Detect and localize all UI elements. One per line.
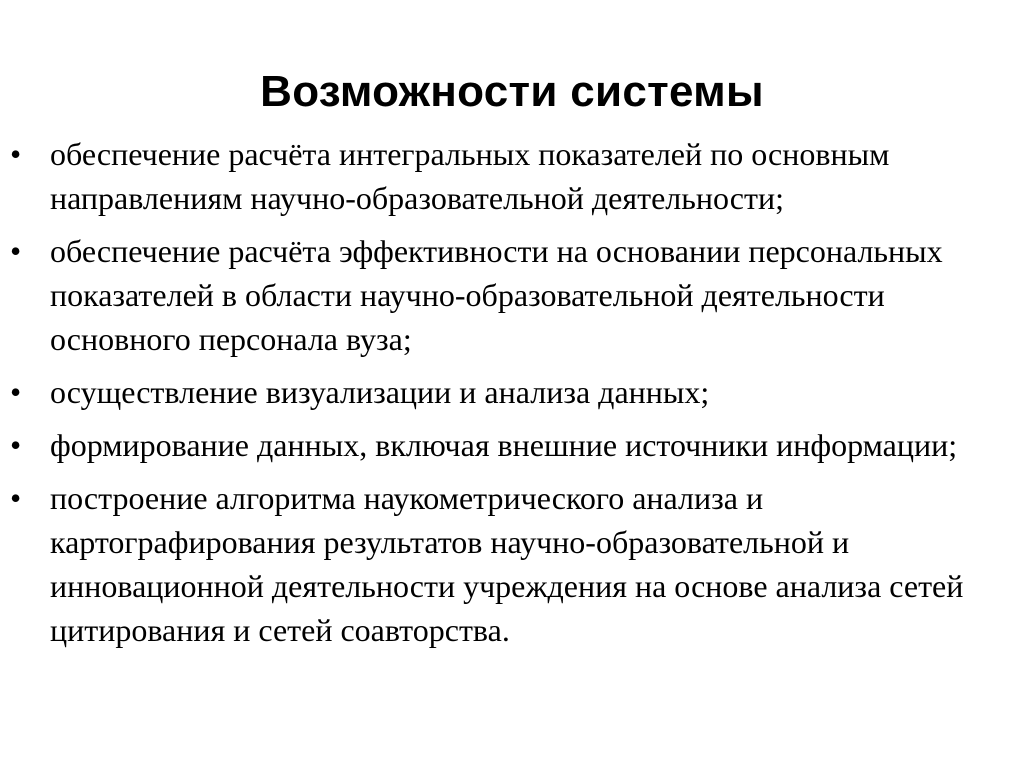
- bullet-text: построение алгоритма наукометрического анализа и картографирования результатов научно-образовательной и инновационной деятельности учреждения на основе анализа сетей цитирования и сетей соавторства.: [50, 480, 964, 648]
- bullet-item: [8, 423, 1018, 467]
- bullet-text: обеспечение расчёта эффективности на основании персональных показателей в области научно-образовательной деятельности основного персонала вуза;: [50, 233, 943, 357]
- bullet-item: [8, 132, 1018, 220]
- bullet-item: [8, 370, 1018, 414]
- slide-title: Возможности системы: [260, 67, 764, 116]
- bullet-icon: •: [10, 427, 22, 463]
- bullet-text: формирование данных, включая внешние источники информации;: [50, 427, 958, 463]
- bullet-item: [8, 229, 1018, 361]
- bullet-icon: •: [10, 480, 22, 516]
- bullet-item: [8, 476, 1018, 652]
- bullet-icon: •: [10, 136, 22, 172]
- bullet-icon: •: [10, 233, 22, 269]
- bullet-icon: •: [10, 374, 22, 410]
- bullet-text: обеспечение расчёта интегральных показателей по основным направлениям научно-образовательной деятельности;: [50, 136, 890, 216]
- bullet-text: осуществление визуализации и анализа данных;: [50, 374, 710, 410]
- bullet-list: [8, 132, 1018, 661]
